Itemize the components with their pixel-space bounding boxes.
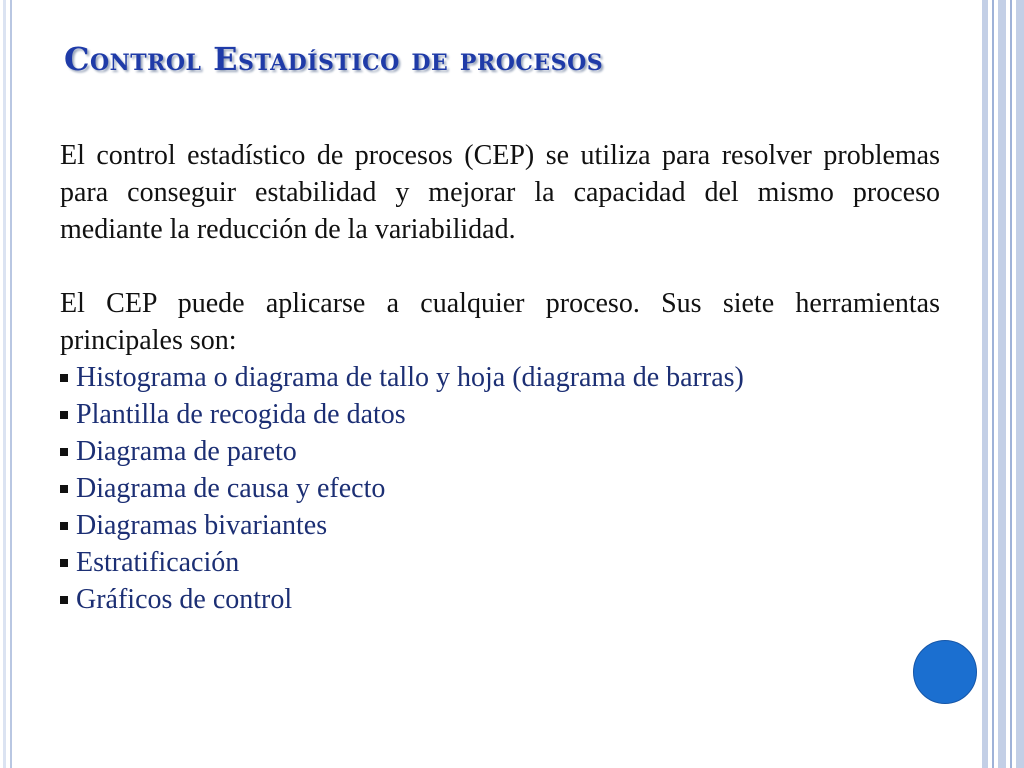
square-bullet-icon	[60, 411, 68, 419]
slide-body	[60, 137, 940, 618]
list-item	[60, 396, 940, 433]
tools-intro-paragraph: El CEP puede aplicarse a cualquier proceso. Sus siete herramientas principales son:	[60, 288, 940, 356]
list-item-text: Gráficos de control	[76, 584, 293, 615]
square-bullet-icon	[60, 448, 68, 456]
intro-paragraph: El control estadístico de procesos (CEP) se utiliza para resolver problemas para conseguir estabilidad y mejorar la capacidad del mismo proceso mediante la reducción de la variabilidad.	[60, 140, 940, 245]
right-frame-border	[978, 0, 1024, 768]
list-item	[60, 359, 940, 396]
list-item	[60, 507, 940, 544]
list-item-text: Plantilla de recogida de datos	[76, 399, 406, 430]
square-bullet-icon	[60, 485, 68, 493]
list-item-text: Histograma o diagrama de tallo y hoja (diagrama de barras)	[76, 362, 744, 393]
list-item	[60, 581, 940, 618]
square-bullet-icon	[60, 522, 68, 530]
list-item-text: Diagramas bivariantes	[76, 510, 328, 541]
tools-list	[60, 359, 940, 618]
slide-title: Control Estadístico de procesos	[64, 40, 604, 78]
square-bullet-icon	[60, 596, 68, 604]
left-frame-border	[0, 0, 12, 768]
list-item	[60, 544, 940, 581]
decorative-circle-icon	[913, 640, 977, 704]
square-bullet-icon	[60, 559, 68, 567]
square-bullet-icon	[60, 374, 68, 382]
list-item	[60, 433, 940, 470]
list-item-text: Estratificación	[76, 547, 240, 578]
list-item	[60, 470, 940, 507]
list-item-text: Diagrama de pareto	[76, 436, 297, 467]
list-item-text: Diagrama de causa y efecto	[76, 473, 386, 504]
